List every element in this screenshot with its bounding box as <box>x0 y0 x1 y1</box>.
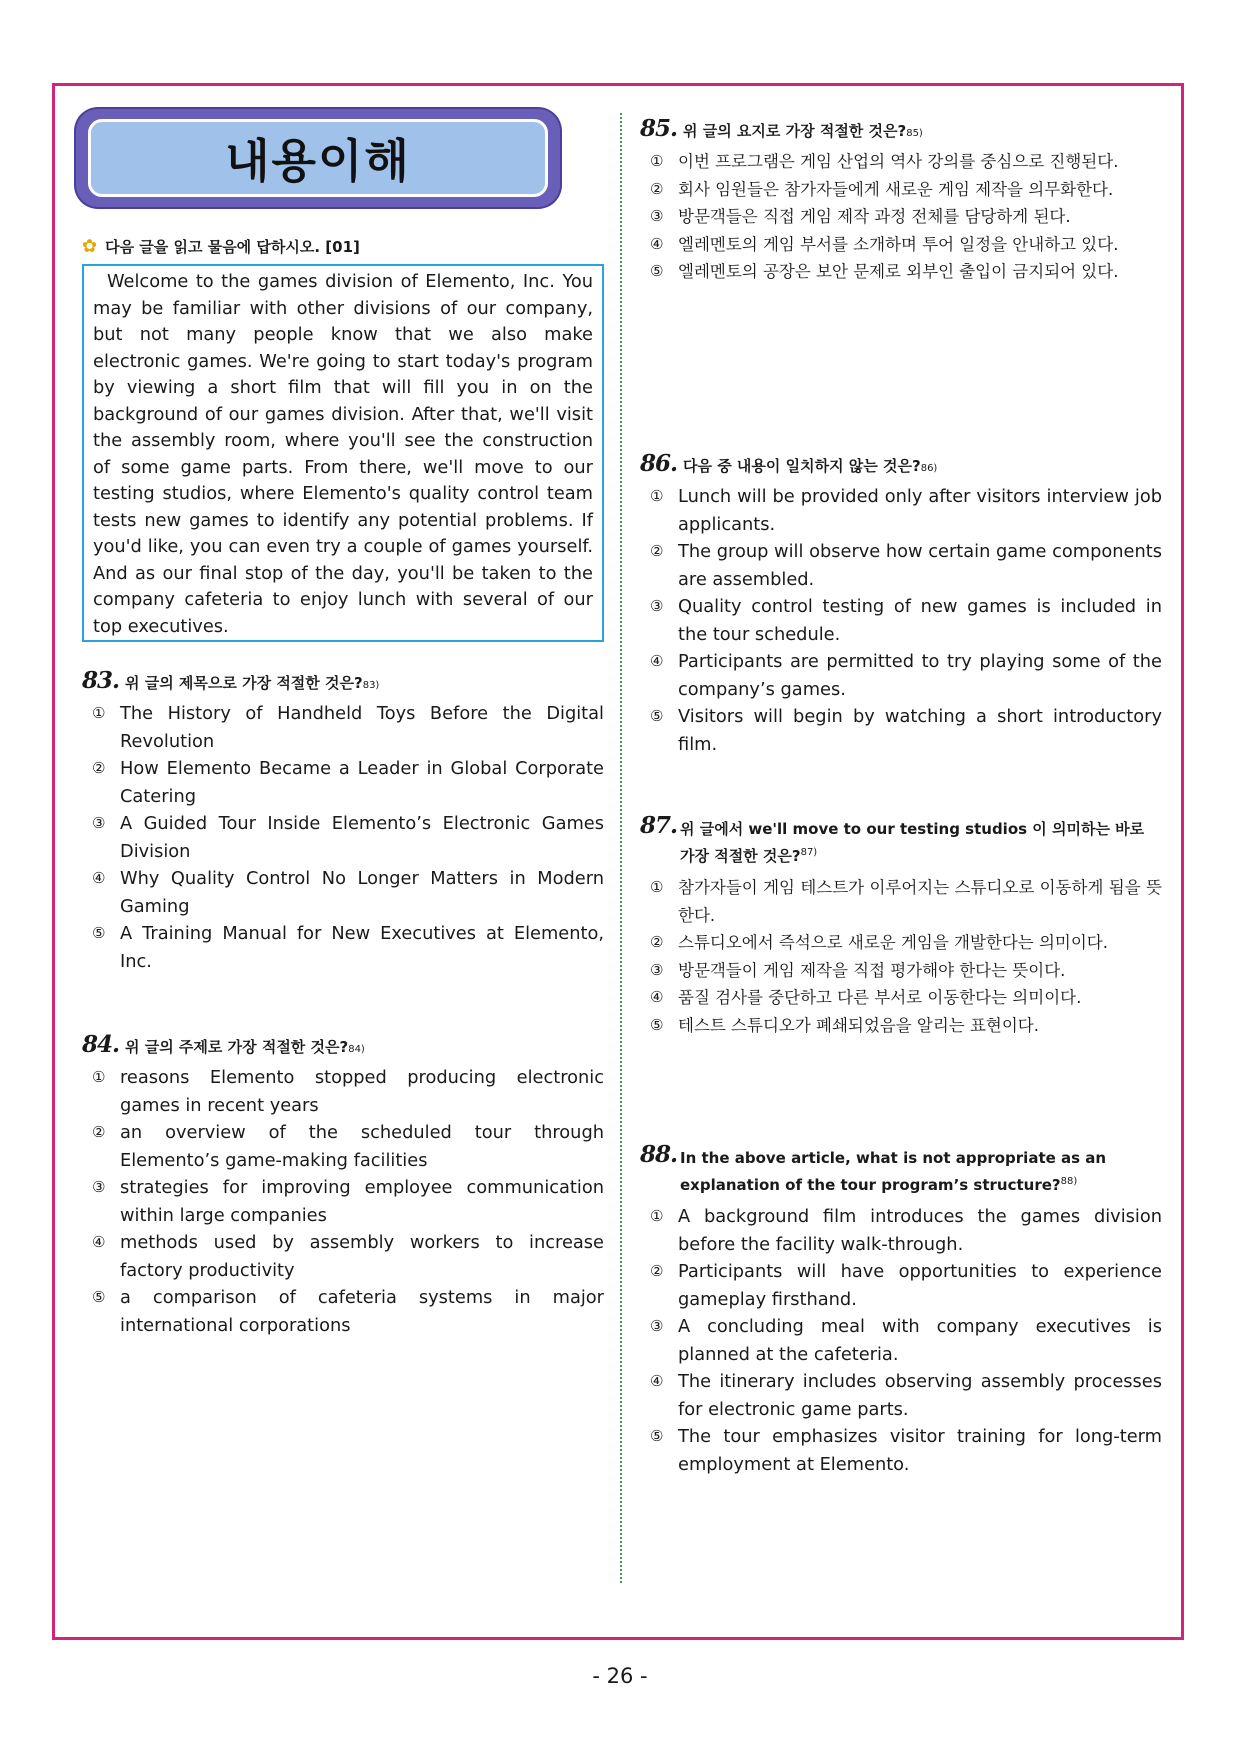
footnote-ref: 87) <box>800 847 818 858</box>
question-number: 87. <box>640 812 678 839</box>
reading-passage: Welcome to the games division of Elemento, Inc. You may be familiar with other divisions of our company, but not many people know that we also make electronic games. We're going to start today's program by viewing a short film that will fill you in on the background of our games division. After that, we'll visit the assembly room, where you'll see the construction of some game parts. From there, we'll move to our testing studios, where Elemento's quality control team tests new games to identify any potential problems. If you'd like, you can even try a couple of games yourself. And as our final stop of the day, you'll be taken to the company cafeteria to enjoy lunch with several of our top executives. <box>82 264 604 642</box>
question-number: 85. <box>640 115 678 142</box>
answer-option[interactable]: ① The History of Handheld Toys Before the Digital Revolution <box>92 703 604 752</box>
instruction <box>82 236 360 257</box>
answer-option[interactable]: ③ Quality control testing of new games is included in the tour schedule. <box>650 596 1162 645</box>
answer-option[interactable]: ④ Why Quality Control No Longer Matters in Modern Gaming <box>92 868 604 917</box>
footnote-ref: 88) <box>1060 1176 1078 1187</box>
answer-option[interactable]: ② 회사 임원들은 참가자들에게 새로운 게임 제작을 의무화한다. <box>650 179 1114 199</box>
answer-option[interactable]: ④ Participants are permitted to try playing some of the company’s games. <box>650 651 1162 700</box>
answer-option[interactable]: ④ 엘레멘토의 게임 부서를 소개하며 투어 일정을 안내하고 있다. <box>650 234 1119 254</box>
question-header <box>640 450 1162 477</box>
footnote-ref: 84) <box>348 1044 365 1055</box>
answer-options <box>640 148 1162 286</box>
answer-option[interactable]: ② Participants will have opportunities to experience gameplay firsthand. <box>650 1261 1162 1310</box>
question-text: 위 글의 주제로 가장 적절한 것은? <box>125 1038 349 1056</box>
flower-icon: ✿ <box>82 235 98 257</box>
question-text: 위 글의 요지로 가장 적절한 것은? <box>683 122 907 140</box>
footnote-ref: 83) <box>362 680 380 691</box>
answer-option[interactable]: ② How Elemento Became a Leader in Global Corporate Catering <box>92 758 604 807</box>
answer-options <box>640 874 1162 1039</box>
section-title: 내용이해 <box>225 134 411 188</box>
answer-options <box>82 700 604 975</box>
answer-option[interactable]: ① 참가자들이 게임 테스트가 이루어지는 스튜디오로 이동하게 됨을 뜻한다. <box>650 878 1162 925</box>
question-text: 다음 중 내용이 일치하지 않는 것은? <box>683 457 921 475</box>
answer-option[interactable]: ⑤ Visitors will begin by watching a short introductory film. <box>650 706 1162 755</box>
question-text: In the above article, what is not appropriate as an explanation of the tour program’s structure? <box>680 1149 1107 1194</box>
answer-option[interactable]: ⑤ a comparison of cafeteria systems in major international corporations <box>92 1287 604 1336</box>
answer-option[interactable]: ⑤ A Training Manual for New Executives at Elemento, Inc. <box>92 923 604 972</box>
answer-option[interactable]: ③ A concluding meal with company executives is planned at the cafeteria. <box>650 1316 1162 1365</box>
answer-option[interactable]: ⑤ 엘레멘토의 공장은 보안 문제로 외부인 출입이 금지되어 있다. <box>650 262 1119 281</box>
question-header <box>82 667 604 694</box>
question-86 <box>640 450 1162 758</box>
question-number: 86. <box>640 450 678 477</box>
answer-option[interactable]: ① Lunch will be provided only after visitors interview job applicants. <box>650 486 1162 535</box>
question-number: 83. <box>82 667 120 694</box>
answer-option[interactable]: ③ A Guided Tour Inside Elemento’s Electronic Games Division <box>92 813 604 862</box>
answer-option[interactable]: ② The group will observe how certain game components are assembled. <box>650 541 1162 590</box>
instruction-text: 다음 글을 읽고 물음에 답하시오. [01] <box>105 238 360 256</box>
answer-option[interactable]: ② an overview of the scheduled tour through Elemento’s game-making facilities <box>92 1122 604 1171</box>
question-text: 위 글의 제목으로 가장 적절한 것은? <box>125 674 363 692</box>
answer-option[interactable]: ④ 품질 검사를 중단하고 다른 부서로 이동한다는 의미이다. <box>650 988 1082 1007</box>
footnote-ref: 86) <box>920 463 938 474</box>
question-85 <box>640 115 1162 286</box>
section-banner-inner <box>88 119 548 197</box>
answer-option[interactable]: ③ strategies for improving employee communication within large companies <box>92 1177 604 1226</box>
question-header <box>640 812 1162 868</box>
section-banner <box>76 109 560 207</box>
answer-options <box>640 1203 1162 1478</box>
column-divider <box>620 113 622 1583</box>
answer-option[interactable]: ④ The itinerary includes observing assembly processes for electronic game parts. <box>650 1371 1162 1420</box>
answer-option[interactable]: ② 스튜디오에서 즉석으로 새로운 게임을 개발한다는 의미이다. <box>650 933 1108 952</box>
question-text: 위 글에서 we'll move to our testing studios 이 의미하는 바로 가장 적절한 것은? <box>680 820 1145 865</box>
question-88 <box>640 1141 1162 1478</box>
answer-option[interactable]: ③ 방문객들이 게임 제작을 직접 평가해야 한다는 뜻이다. <box>650 960 1066 980</box>
answer-option[interactable]: ① reasons Elemento stopped producing electronic games in recent years <box>92 1067 604 1116</box>
question-87 <box>640 812 1162 1039</box>
question-number: 88. <box>640 1141 678 1168</box>
answer-options <box>82 1064 604 1339</box>
answer-option[interactable]: ⑤ 테스트 스튜디오가 폐쇄되었음을 알리는 표현이다. <box>650 1015 1039 1035</box>
question-83 <box>82 667 604 975</box>
answer-options <box>640 483 1162 758</box>
answer-option[interactable]: ① A background film introduces the games division before the facility walk-through. <box>650 1206 1162 1255</box>
question-number: 84. <box>82 1031 120 1058</box>
footnote-ref: 85) <box>906 128 923 139</box>
question-header <box>640 1141 1162 1197</box>
answer-option[interactable]: ③ 방문객들은 직접 게임 제작 과정 전체를 담당하게 된다. <box>650 207 1071 226</box>
answer-option[interactable]: ① 이번 프로그램은 게임 산업의 역사 강의를 중심으로 진행된다. <box>650 152 1119 171</box>
question-84 <box>82 1031 604 1339</box>
question-header <box>82 1031 604 1058</box>
answer-option[interactable]: ⑤ The tour emphasizes visitor training for long-term employment at Elemento. <box>650 1426 1162 1475</box>
page-number: - 26 - <box>592 1664 648 1688</box>
answer-option[interactable]: ④ methods used by assembly workers to increase factory productivity <box>92 1232 604 1281</box>
question-header <box>640 115 1162 142</box>
